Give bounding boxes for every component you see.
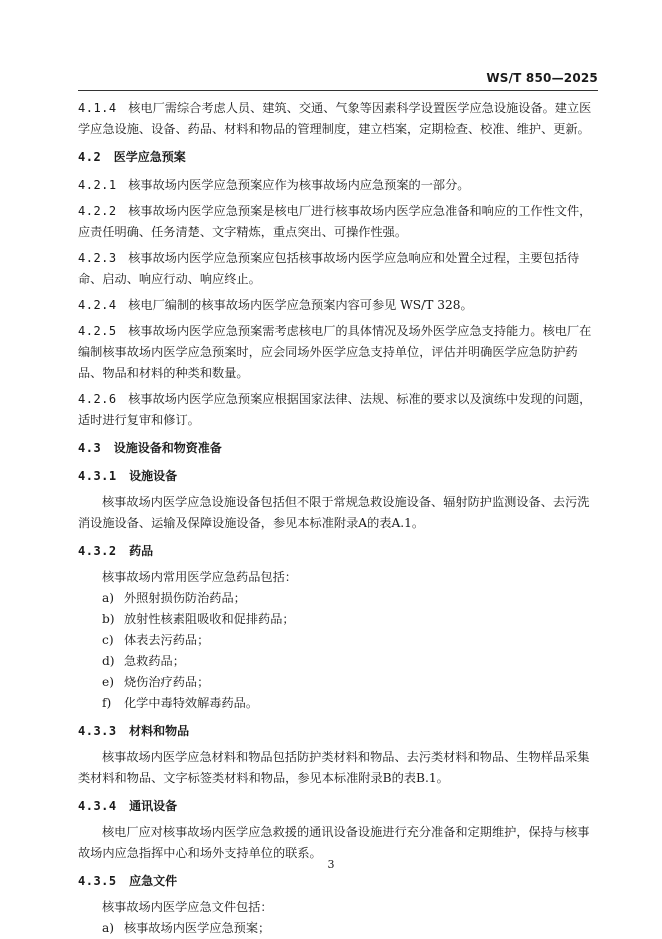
list-item <box>78 609 598 630</box>
subsection-heading-4-3-3 <box>78 721 598 742</box>
list-item-text: 急救药品； <box>124 654 185 668</box>
subsection-title: 通讯设备 <box>129 799 178 813</box>
subsection-number: 4.3.4 <box>78 799 117 813</box>
clause-number: 4.2.6 <box>78 392 117 406</box>
list-item <box>78 672 598 693</box>
clause-text: 核事故场内医学应急预案应包括核事故场内医学应急响应和处置全过程，主要包括待命、启动、响应行动、响应终止。 <box>78 251 580 286</box>
subsection-heading-4-3-1 <box>78 466 598 487</box>
list-intro: 核事故场内常用医学应急药品包括： <box>102 570 297 584</box>
list-marker: a) <box>102 591 115 605</box>
subsection-number: 4.3.2 <box>78 544 117 558</box>
clause-4-2-3 <box>78 248 598 290</box>
clause-number: 4.2.5 <box>78 324 117 338</box>
clause-text: 核事故场内医学应急预案应根据国家法律、法规、标准的要求以及演练中发现的问题，适时进行复审和修订。 <box>78 392 592 427</box>
list-marker: b) <box>102 612 115 626</box>
section-number: 4.2 <box>78 150 102 164</box>
clause-text: 核电厂需综合考虑人员、建筑、交通、气象等因素科学设置医学应急设施设备。建立医学应急设施、设备、药品、材料和物品的管理制度，建立档案，定期检查、校准、维护、更新。 <box>78 101 592 136</box>
clause-number: 4.2.2 <box>78 204 117 218</box>
list-item <box>78 588 598 609</box>
page-number: 3 <box>327 858 335 871</box>
clause-number: 4.1.4 <box>78 101 117 115</box>
list-item-text: 外照射损伤防治药品； <box>124 591 246 605</box>
list-marker: d) <box>102 654 115 668</box>
clause-text: 核事故场内医学应急预案应作为核事故场内应急预案的一部分。 <box>128 178 470 192</box>
clause-4-2-2 <box>78 201 598 243</box>
header-rule <box>78 90 598 91</box>
subsection-heading-4-3-5 <box>78 871 598 892</box>
clause-4-1-4 <box>78 98 598 140</box>
section-title: 设施设备和物资准备 <box>113 441 222 455</box>
page-body <box>78 98 598 939</box>
section-number: 4.3 <box>78 441 102 455</box>
list-item-text: 放射性核素阻吸收和促排药品； <box>124 612 295 626</box>
clause-4-2-5 <box>78 321 598 384</box>
list-marker: c) <box>102 633 114 647</box>
clause-text: 核事故场内医学应急预案是核电厂进行核事故场内医学应急准备和响应的工作性文件，应责任明确、任务清楚、文字精炼，重点突出、可操作性强。 <box>78 204 592 239</box>
section-heading-4-3 <box>78 438 598 459</box>
clause-text: 核事故场内医学应急预案需考虑核电厂的具体情况及场外医学应急支持能力。核电厂在编制核事故场内医学应急预案时，应会同场外医学应急支持单位，评估并明确医学应急防护药品、物品和材料的种类和数量。 <box>78 324 592 380</box>
subsection-paragraph: 核事故场内医学应急材料和物品包括防护类材料和物品、去污类材料和物品、生物样品采集类材料和物品、文字标签类材料和物品，参见本标准附录B的表B.1。 <box>78 750 590 785</box>
clause-number: 4.2.4 <box>78 298 117 312</box>
list-marker: a) <box>102 921 115 935</box>
subsection-heading-4-3-2 <box>78 541 598 562</box>
clause-4-2-1 <box>78 175 598 196</box>
subsection-number: 4.3.3 <box>78 724 117 738</box>
list-item-text: 核事故场内医学应急预案； <box>124 921 271 935</box>
subsection-number: 4.3.1 <box>78 469 117 483</box>
list-marker: f) <box>102 696 112 710</box>
subsection-title: 应急文件 <box>129 874 178 888</box>
subsection-title: 材料和物品 <box>129 724 190 738</box>
list-marker: e) <box>102 675 114 689</box>
clause-text: 核电厂编制的核事故场内医学应急预案内容可参见 WS/T 328。 <box>128 298 473 312</box>
section-heading-4-2 <box>78 147 598 168</box>
subsection-title: 设施设备 <box>129 469 178 483</box>
list-item <box>78 651 598 672</box>
subsection-paragraph: 核事故场内医学应急设施设备包括但不限于常规急救设施设备、辐射防护监测设备、去污洗消设施设备、运输及保障设施设备，参见本标准附录A的表A.1。 <box>78 495 590 530</box>
subsection-paragraph: 核电厂应对核事故场内医学应急救援的通讯设备设施进行充分准备和定期维护，保持与核事故场内应急指挥中心和场外支持单位的联系。 <box>78 825 590 860</box>
subsection-number: 4.3.5 <box>78 874 117 888</box>
clause-4-2-4 <box>78 295 598 316</box>
standard-code-header: WS/T 850—2025 <box>486 71 598 85</box>
subsection-title: 药品 <box>129 544 154 558</box>
list-item-text: 烧伤治疗药品； <box>124 675 210 689</box>
clause-number: 4.2.3 <box>78 251 117 265</box>
list-intro: 核事故场内医学应急文件包括： <box>102 900 273 914</box>
subsection-heading-4-3-4 <box>78 796 598 817</box>
list-item-text: 体表去污药品； <box>124 633 210 647</box>
list-item <box>78 693 598 714</box>
section-title: 医学应急预案 <box>113 150 186 164</box>
list-item <box>78 630 598 651</box>
clause-number: 4.2.1 <box>78 178 117 192</box>
list-item-text: 化学中毒特效解毒药品。 <box>124 696 259 710</box>
clause-4-2-6 <box>78 389 598 431</box>
